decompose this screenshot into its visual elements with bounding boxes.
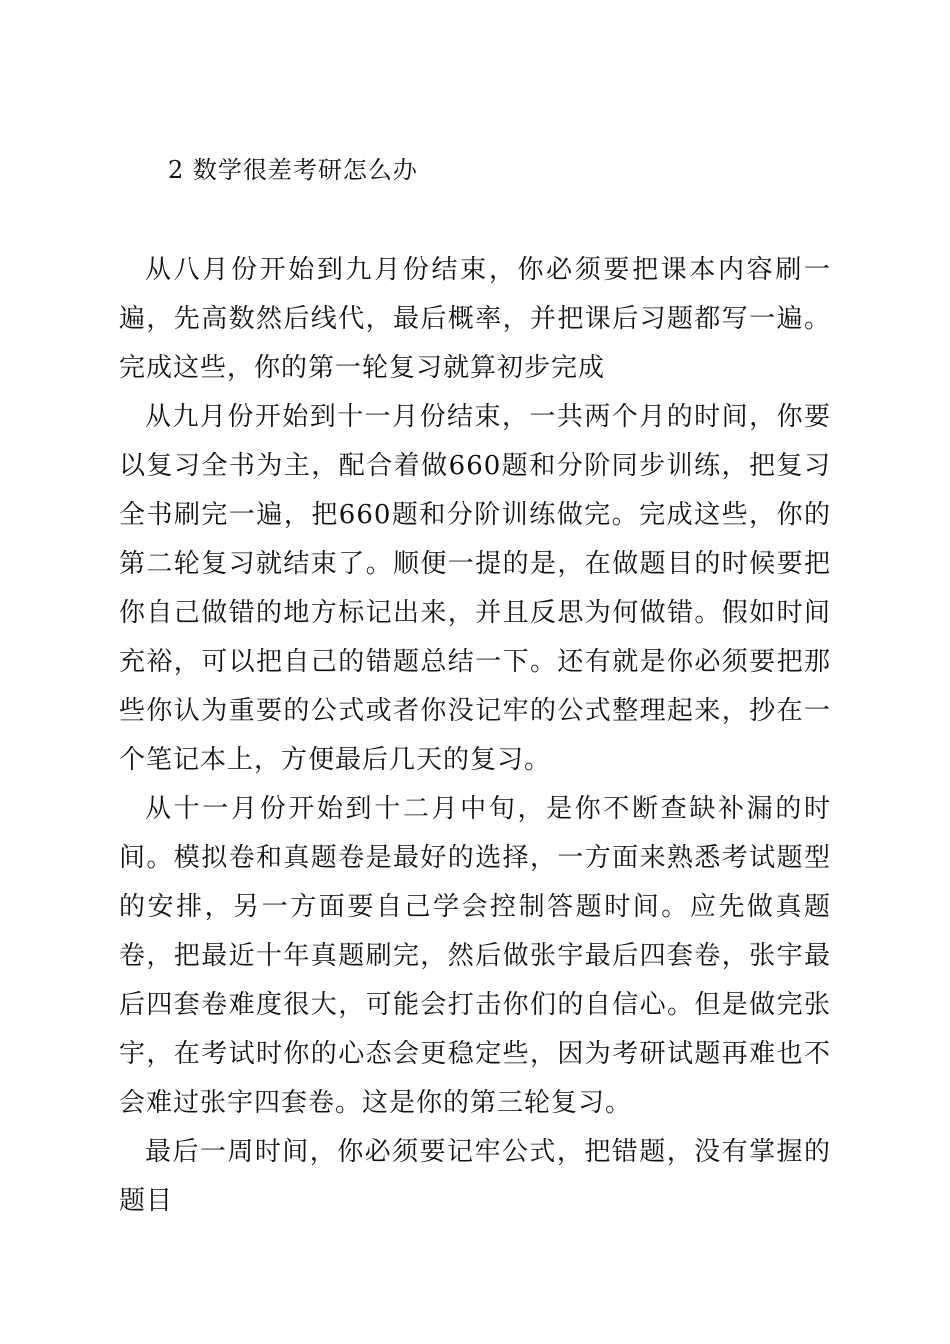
paragraph-1: 从八月份开始到九月份结束，你必须要把课本内容刷一遍，先高数然后线代，最后概率，并把课后习题都写一遍。完成这些，你的第一轮复习就算初步完成 [119,255,831,383]
paragraph-4: 最后一周时间，你必须要记牢公式，把错题，没有掌握的题目 [119,1137,831,1216]
document-body [119,246,831,1226]
document-title: 2 数学很差考研怎么办 [168,156,418,184]
paragraph-3: 从十一月份开始到十二月中旬，是你不断查缺补漏的时间。模拟卷和真题卷是最好的选择，一方面来熟悉考试题型的安排，另一方面要自己学会控制答题时间。应先做真题卷，把最近十年真题刷完，然后做张宇最后四套卷，张宇最后四套卷难度很大，可能会打击你们的自信心。但是做完张宇，在考试时你的心态会更稳定些，因为考研试题再难也不会难过张宇四套卷。这是你的第三轮复习。 [119,794,831,1118]
paragraph-2: 从九月份开始到十一月份结束，一共两个月的时间，你要以复习全书为主，配合着做660题和分阶同步训练，把复习全书刷完一遍，把660题和分阶训练做完。完成这些，你的第二轮复习就结束了。顺便一提的是，在做题目的时候要把你自己做错的地方标记出来，并且反思为何做错。假如时间充裕，可以把自己的错题总结一下。还有就是你必须要把那些你认为重要的公式或者你没记牢的公式整理起来，抄在一个笔记本上，方便最后几天的复习。 [119,402,831,775]
